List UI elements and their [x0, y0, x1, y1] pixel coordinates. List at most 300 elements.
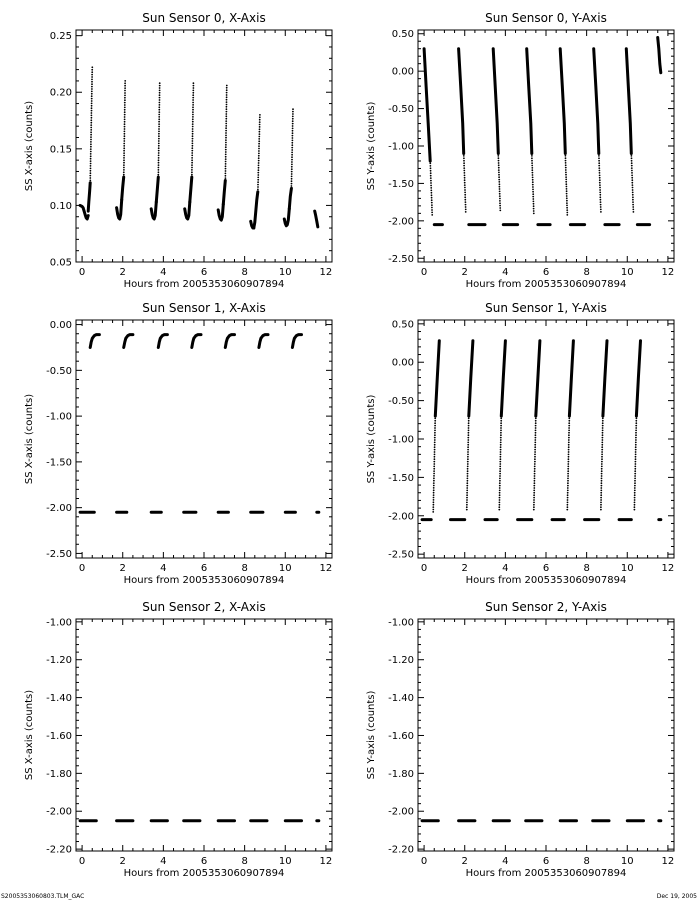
data-point	[599, 187, 601, 189]
chart-panel-3	[366, 301, 674, 586]
data-point	[500, 439, 502, 441]
data-point	[631, 182, 633, 184]
data-point	[291, 173, 293, 175]
data-point	[565, 157, 567, 159]
data-point	[431, 207, 433, 209]
data-point	[568, 418, 570, 420]
data-point	[463, 167, 465, 169]
data-point	[434, 432, 436, 434]
chart-title: Sun Sensor 0, Y-Axis	[485, 11, 607, 25]
data-point	[225, 120, 227, 122]
data-point	[499, 490, 501, 492]
data-point	[535, 420, 537, 422]
data-point	[468, 418, 470, 420]
data-point	[225, 165, 227, 167]
y-tick-label: -2.20	[46, 844, 72, 856]
data-point	[565, 181, 567, 183]
data-point	[123, 155, 125, 157]
data-point	[226, 89, 228, 91]
y-tick-label: -2.00	[388, 511, 414, 523]
data-point	[193, 85, 195, 87]
data-point	[191, 159, 193, 161]
data-point	[90, 127, 92, 129]
data-point	[468, 422, 470, 424]
data-point	[158, 114, 160, 116]
x-tick-label: 4	[502, 267, 509, 278]
data-point	[568, 454, 570, 456]
data-point	[531, 169, 533, 171]
data-point	[599, 184, 601, 186]
data-point	[499, 504, 501, 506]
data-point	[631, 162, 633, 164]
data-point	[192, 143, 194, 145]
data-point	[635, 422, 637, 424]
data-point	[499, 473, 501, 475]
data-point	[535, 437, 537, 439]
data-trace	[569, 341, 573, 416]
data-point	[498, 176, 500, 178]
data-point	[534, 470, 536, 472]
data-point	[291, 156, 293, 158]
data-point	[499, 492, 501, 494]
y-tick-label: -1.00	[388, 617, 414, 629]
data-point	[631, 167, 633, 169]
data-point	[257, 191, 259, 193]
data-point	[499, 468, 501, 470]
data-point	[225, 163, 227, 165]
data-point	[191, 155, 193, 157]
data-point	[257, 174, 259, 176]
data-point	[600, 497, 602, 499]
data-point	[566, 202, 568, 204]
data-trace	[626, 49, 631, 154]
data-point	[124, 80, 126, 82]
data-point	[499, 466, 501, 468]
data-point	[567, 494, 569, 496]
data-point	[191, 169, 193, 171]
data-point	[123, 174, 125, 176]
data-point	[192, 114, 194, 116]
chart-title: Sun Sensor 0, X-Axis	[142, 11, 266, 25]
data-point	[567, 492, 569, 494]
data-point	[192, 97, 194, 99]
data-point	[91, 98, 93, 100]
data-point	[433, 499, 435, 501]
data-point	[534, 466, 536, 468]
plot-frame	[76, 619, 332, 851]
data-point	[464, 175, 466, 177]
data-point	[532, 186, 534, 188]
x-axis-label: Hours from 2005353060907894	[465, 868, 627, 879]
data-trace	[501, 341, 505, 416]
data-point	[602, 439, 604, 441]
data-point	[500, 418, 502, 420]
data-point	[599, 182, 601, 184]
data-point	[533, 213, 535, 215]
data-point	[91, 95, 93, 97]
data-point	[566, 188, 568, 190]
data-point	[533, 210, 535, 212]
data-point	[192, 128, 194, 130]
x-tick-label: 12	[319, 267, 333, 278]
data-point	[226, 85, 228, 87]
y-tick-label: -1.80	[46, 768, 72, 780]
data-point	[434, 451, 436, 453]
data-point	[158, 126, 160, 128]
data-point	[533, 203, 535, 205]
data-point	[158, 155, 160, 157]
data-point	[533, 497, 535, 499]
data-point	[292, 137, 294, 139]
data-point	[434, 425, 436, 427]
data-point	[535, 418, 537, 420]
data-point	[124, 99, 126, 101]
x-tick-label: 6	[200, 856, 208, 867]
data-point	[226, 92, 228, 94]
data-point	[291, 176, 293, 178]
chart-panel-4	[24, 600, 332, 879]
data-point	[600, 499, 602, 501]
data-point	[500, 458, 502, 460]
data-point	[498, 181, 500, 183]
data-point	[600, 504, 602, 506]
data-point	[533, 485, 535, 487]
x-tick-label: 8	[583, 267, 590, 278]
data-point	[467, 478, 469, 480]
x-axis-label: Hours from 2005353060907894	[465, 575, 627, 586]
data-point	[466, 502, 468, 504]
data-point	[225, 144, 227, 146]
y-axis-label: SS X-axis (counts)	[24, 393, 35, 485]
data-point	[533, 502, 535, 504]
y-tick-label: 0.15	[49, 144, 72, 156]
data-point	[464, 179, 466, 181]
data-point	[291, 161, 293, 163]
data-point	[499, 463, 501, 465]
data-point	[124, 92, 126, 94]
data-point	[600, 211, 602, 213]
y-axis-label: SS Y-axis (counts)	[366, 101, 377, 191]
data-point	[600, 201, 602, 203]
data-trace	[560, 49, 565, 154]
data-trace	[151, 202, 156, 219]
x-tick-label: 10	[278, 267, 292, 278]
data-point	[124, 82, 126, 84]
data-point	[158, 138, 160, 140]
data-point	[565, 183, 567, 185]
data-point	[532, 191, 534, 193]
data-point	[465, 211, 467, 213]
data-point	[634, 499, 636, 501]
data-point	[124, 104, 126, 106]
data-point	[568, 420, 570, 422]
data-point	[258, 138, 260, 140]
data-point	[90, 153, 92, 155]
data-point	[601, 485, 603, 487]
data-point	[498, 164, 500, 166]
data-point	[534, 449, 536, 451]
data-trace	[292, 335, 301, 348]
data-point	[90, 170, 92, 172]
data-point	[192, 131, 194, 133]
data-point	[159, 90, 161, 92]
data-point	[90, 155, 92, 157]
data-point	[159, 99, 161, 101]
x-axis-label: Hours from 2005353060907894	[465, 279, 627, 290]
data-point	[291, 147, 293, 149]
data-trace	[289, 188, 291, 208]
data-point	[257, 189, 259, 191]
data-trace	[424, 49, 430, 161]
data-point	[433, 470, 435, 472]
data-trace	[259, 335, 268, 348]
data-point	[433, 501, 435, 503]
data-point	[534, 468, 536, 470]
y-tick-label: -2.20	[388, 844, 414, 856]
data-point	[225, 123, 227, 125]
data-point	[433, 494, 435, 496]
data-point	[431, 194, 433, 196]
data-point	[499, 195, 501, 197]
x-axis-label: Hours from 2005353060907894	[123, 575, 285, 586]
data-point	[498, 167, 500, 169]
data-point	[534, 458, 536, 460]
data-point	[499, 485, 501, 487]
data-point	[500, 422, 502, 424]
data-point	[601, 466, 603, 468]
data-point	[632, 187, 634, 189]
data-point	[124, 102, 126, 104]
data-point	[434, 427, 436, 429]
data-point	[91, 81, 93, 83]
data-point	[567, 502, 569, 504]
data-point	[90, 129, 92, 131]
data-point	[225, 156, 227, 158]
data-point	[601, 482, 603, 484]
plot-frame	[76, 30, 332, 262]
x-tick-label: 10	[620, 563, 634, 574]
data-point	[430, 190, 432, 192]
data-point	[533, 509, 535, 511]
data-point	[565, 169, 567, 171]
x-tick-label: 6	[542, 267, 550, 278]
data-point	[531, 162, 533, 164]
data-point	[124, 85, 126, 87]
data-point	[635, 456, 637, 458]
data-point	[533, 492, 535, 494]
data-point	[226, 106, 228, 108]
data-point	[499, 461, 501, 463]
data-point	[430, 170, 432, 172]
data-point	[91, 107, 93, 109]
data-point	[430, 177, 432, 179]
data-point	[599, 177, 601, 179]
data-point	[465, 209, 467, 211]
data-point	[124, 116, 126, 118]
data-point	[463, 153, 465, 155]
data-point	[291, 185, 293, 187]
data-point	[600, 206, 602, 208]
data-point	[566, 195, 568, 197]
data-point	[226, 111, 228, 113]
data-point	[89, 177, 91, 179]
data-point	[567, 478, 569, 480]
data-point	[124, 128, 126, 130]
data-point	[434, 458, 436, 460]
data-point	[500, 451, 502, 453]
y-axis-label: SS Y-axis (counts)	[366, 394, 377, 484]
data-point	[635, 458, 637, 460]
footer-date: Dec 19, 2005	[656, 893, 697, 900]
data-point	[191, 171, 193, 173]
data-point	[568, 437, 570, 439]
data-point	[634, 497, 636, 499]
data-point	[532, 184, 534, 186]
data-trace	[185, 202, 190, 219]
data-point	[467, 454, 469, 456]
data-point	[193, 82, 195, 84]
data-point	[598, 153, 600, 155]
plot-frame	[418, 619, 674, 851]
data-point	[257, 186, 259, 188]
data-point	[158, 145, 160, 147]
data-point	[565, 179, 567, 181]
data-point	[635, 437, 637, 439]
data-point	[499, 191, 501, 193]
data-point	[431, 192, 433, 194]
data-point	[90, 143, 92, 145]
data-point	[463, 170, 465, 172]
data-point	[258, 145, 260, 147]
data-trace	[636, 341, 640, 416]
data-point	[158, 111, 160, 113]
data-point	[467, 456, 469, 458]
plot-frame	[76, 320, 332, 558]
data-point	[91, 66, 93, 68]
data-point	[259, 114, 261, 116]
data-point	[225, 130, 227, 132]
data-point	[467, 470, 469, 472]
data-point	[192, 99, 194, 101]
data-point	[123, 140, 125, 142]
data-point	[565, 155, 567, 157]
data-point	[498, 162, 500, 164]
data-point	[634, 466, 636, 468]
data-point	[464, 194, 466, 196]
data-point	[598, 160, 600, 162]
data-point	[567, 466, 569, 468]
data-point	[499, 183, 501, 185]
data-point	[158, 150, 160, 152]
data-point	[463, 165, 465, 167]
data-point	[600, 490, 602, 492]
data-point	[463, 155, 465, 157]
data-point	[532, 177, 534, 179]
data-point	[635, 434, 637, 436]
data-point	[534, 451, 536, 453]
data-point	[192, 109, 194, 111]
data-point	[500, 430, 502, 432]
data-point	[90, 172, 92, 174]
data-point	[533, 494, 535, 496]
data-point	[158, 133, 160, 135]
data-point	[291, 183, 293, 185]
data-point	[634, 494, 636, 496]
data-point	[91, 115, 93, 117]
y-tick-label: -1.50	[388, 472, 414, 484]
data-point	[602, 434, 604, 436]
x-tick-label: 0	[420, 563, 428, 574]
data-point	[568, 425, 570, 427]
data-point	[632, 199, 634, 201]
data-point	[430, 172, 432, 174]
x-axis-label: Hours from 2005353060907894	[123, 868, 285, 879]
data-point	[123, 162, 125, 164]
data-point	[192, 135, 194, 137]
data-point	[631, 165, 633, 167]
data-point	[192, 111, 194, 113]
data-point	[631, 157, 633, 159]
data-point	[599, 175, 601, 177]
data-series	[424, 38, 661, 225]
data-point	[191, 167, 193, 169]
x-tick-label: 6	[200, 563, 208, 574]
data-point	[433, 473, 435, 475]
data-point	[259, 116, 261, 118]
data-point	[601, 468, 603, 470]
data-point	[292, 125, 294, 127]
data-point	[292, 132, 294, 134]
data-point	[193, 87, 195, 89]
data-point	[635, 439, 637, 441]
data-point	[566, 207, 568, 209]
data-trace	[90, 335, 99, 348]
data-point	[258, 160, 260, 162]
data-trace	[156, 177, 158, 202]
data-trace	[315, 211, 318, 227]
data-point	[434, 439, 436, 441]
data-point	[499, 478, 501, 480]
data-point	[532, 193, 534, 195]
data-point	[191, 152, 193, 154]
data-point	[601, 456, 603, 458]
data-point	[602, 420, 604, 422]
data-point	[535, 425, 537, 427]
data-point	[635, 430, 637, 432]
data-point	[258, 155, 260, 157]
data-point	[601, 470, 603, 472]
data-trace	[493, 49, 498, 154]
data-point	[123, 159, 125, 161]
x-tick-label: 2	[461, 267, 468, 278]
data-point	[225, 168, 227, 170]
y-axis-label: SS X-axis (counts)	[24, 100, 35, 192]
data-point	[192, 94, 194, 96]
data-point	[464, 192, 466, 194]
data-point	[191, 162, 193, 164]
data-point	[634, 492, 636, 494]
y-axis-label: SS Y-axis (counts)	[366, 690, 377, 780]
data-point	[463, 160, 465, 162]
data-point	[531, 165, 533, 167]
y-tick-label: -2.00	[46, 806, 72, 818]
data-point	[600, 199, 602, 201]
data-point	[89, 182, 91, 184]
data-point	[566, 214, 568, 216]
data-point	[158, 152, 160, 154]
data-point	[258, 167, 260, 169]
data-point	[568, 442, 570, 444]
